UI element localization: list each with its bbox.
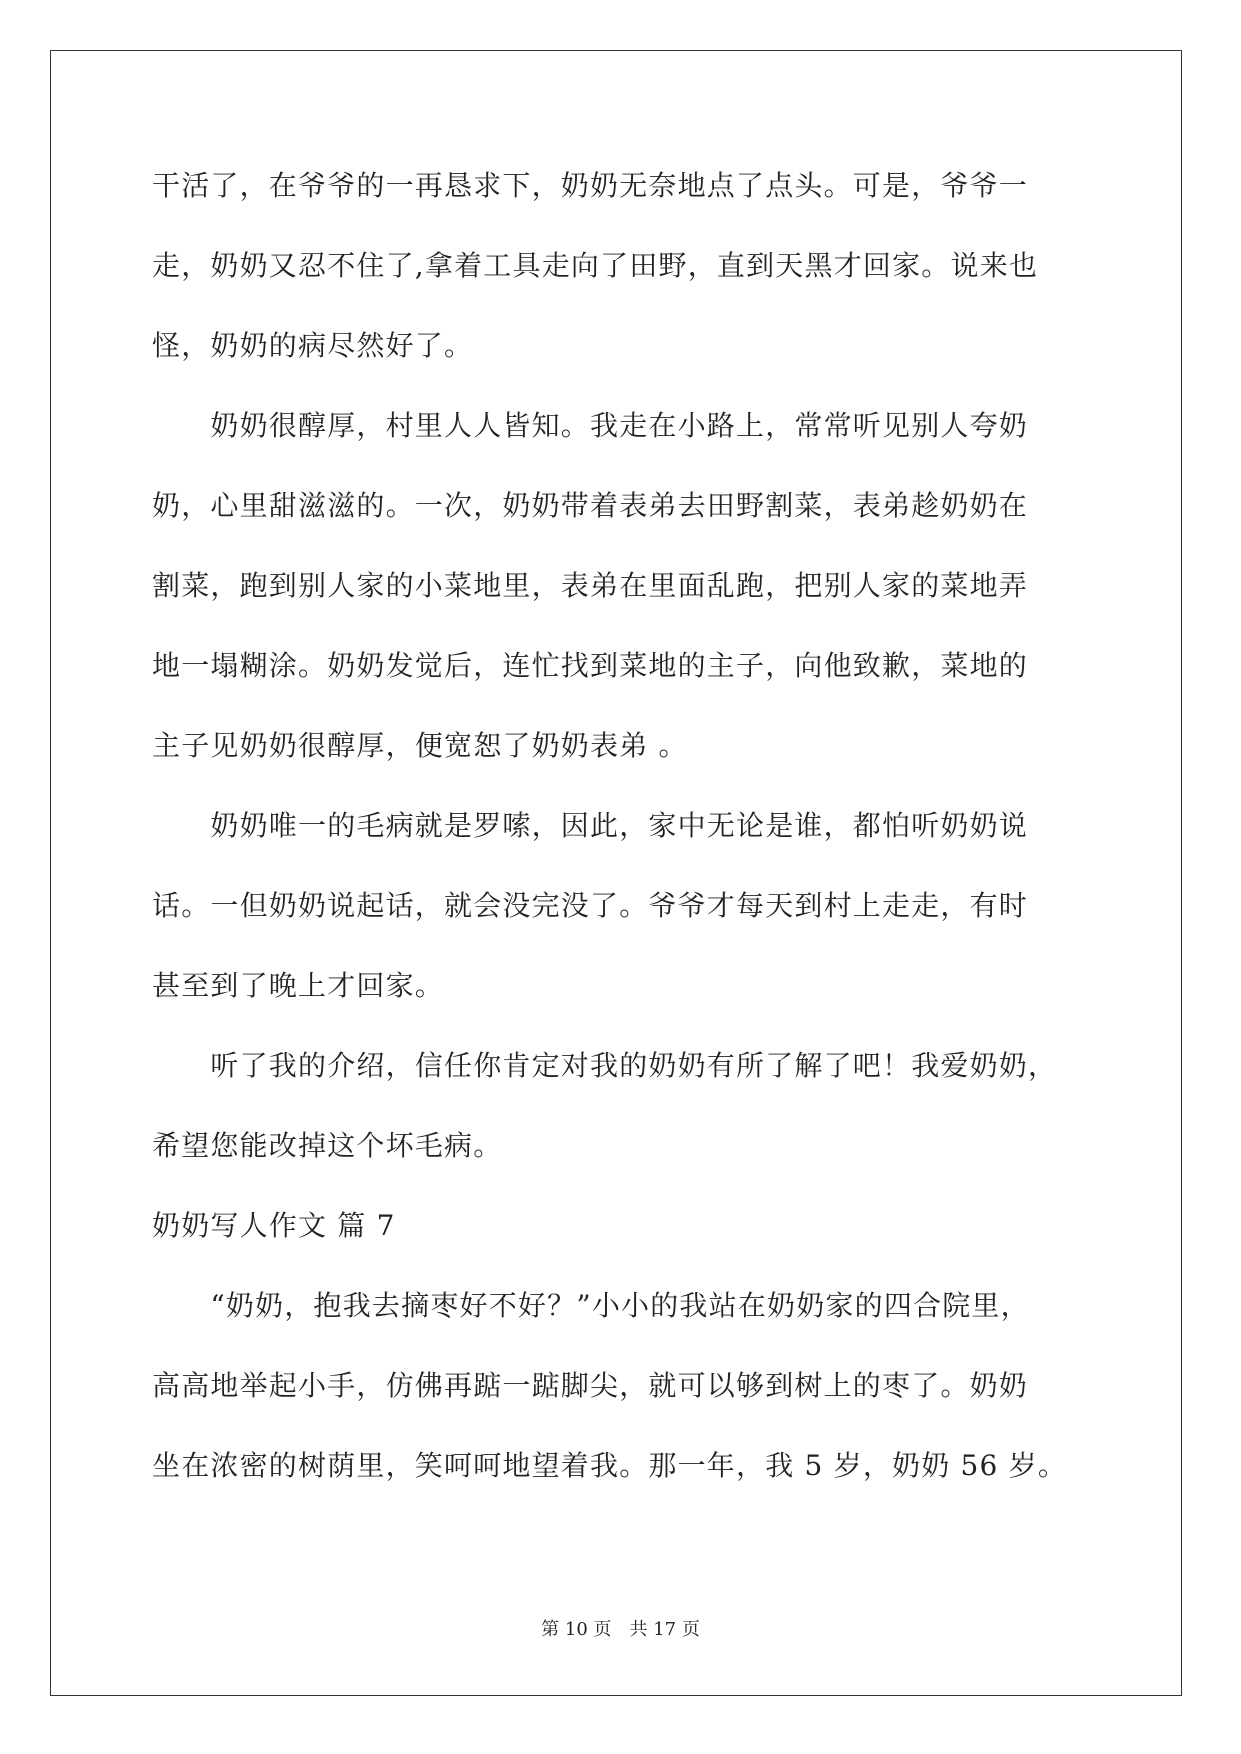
section-heading: 奶奶写人作文 篇 7 <box>152 1209 396 1242</box>
text-line: 地一塌糊涂。奶奶发觉后，连忙找到菜地的主子，向他致歉，菜地的 <box>152 649 1029 682</box>
text-line: 割菜，跑到别人家的小菜地里，表弟在里面乱跑，把别人家的菜地弄 <box>152 569 1029 602</box>
text-line: 坐在浓密的树荫里，笑呵呵地望着我。那一年，我 5 岁，奶奶 56 岁。 <box>152 1449 1068 1482</box>
text-line: 听了我的介绍，信任你肯定对我的奶奶有所了解了吧！我爱奶奶， <box>152 1049 1058 1082</box>
page-number-footer: 第 10 页 共 17 页 <box>541 1619 700 1640</box>
text-line: “奶奶，抱我去摘枣好不好？”小小的我站在奶奶家的四合院里， <box>152 1289 1030 1322</box>
text-line: 话。一但奶奶说起话，就会没完没了。爷爷才每天到村上走走，有时 <box>152 889 1029 922</box>
text-line: 奶奶唯一的毛病就是罗嗦，因此，家中无论是谁，都怕听奶奶说 <box>152 809 1029 842</box>
text-line: 主子见奶奶很醇厚，便宽恕了奶奶表弟 。 <box>152 729 688 762</box>
text-line: 奶，心里甜滋滋的。一次，奶奶带着表弟去田野割菜，表弟趁奶奶在 <box>152 489 1029 522</box>
text-line: 干活了，在爷爷的一再恳求下，奶奶无奈地点了点头。可是，爷爷一 <box>152 169 1029 202</box>
text-line: 走，奶奶又忍不住了,拿着工具走向了田野，直到天黑才回家。说来也 <box>152 249 1039 282</box>
text-line: 奶奶很醇厚，村里人人皆知。我走在小路上，常常听见别人夸奶 <box>152 409 1029 442</box>
text-line: 怪，奶奶的病尽然好了。 <box>152 329 474 362</box>
text-line: 希望您能改掉这个坏毛病。 <box>152 1129 503 1162</box>
text-line: 高高地举起小手，仿佛再踮一踮脚尖，就可以够到树上的枣了。奶奶 <box>152 1369 1029 1402</box>
text-line: 甚至到了晚上才回家。 <box>152 969 445 1002</box>
